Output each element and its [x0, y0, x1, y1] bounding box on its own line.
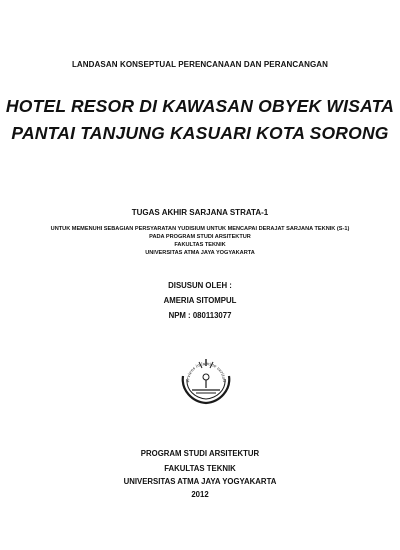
prepared-by-label: DISUSUN OLEH : — [168, 281, 232, 290]
student-id: NPM : 080113077 — [168, 311, 232, 320]
footer-program: PROGRAM STUDI ARSITEKTUR — [140, 449, 260, 458]
thesis-type: TUGAS AKHIR SARJANA STRATA-1 — [131, 208, 269, 217]
footer-year: 2012 — [191, 490, 209, 499]
document-header: LANDASAN KONSEPTUAL PERENCANAAN DAN PERANCANGAN — [71, 60, 329, 69]
purpose-line-1: UNTUK MEMENUHI SEBAGIAN PERSYARATAN YUDISIUM UNTUK MENCAPAI DERAJAT SARJANA TEKNIK (S-1) — [50, 226, 350, 232]
footer-faculty: FAKULTAS TEKNIK — [164, 464, 236, 473]
footer-university: UNIVERSITAS ATMA JAYA YOGYAKARTA — [123, 477, 277, 486]
purpose-line-2: PADA PROGRAM STUDI ARSITEKTUR — [149, 234, 251, 240]
university-logo — [178, 352, 234, 408]
author-name: AMERIA SITOMPUL — [163, 296, 237, 305]
purpose-line-3: FAKULTAS TEKNIK — [174, 242, 226, 248]
title-line-1: HOTEL RESOR DI KAWASAN OBYEK WISATA — [5, 96, 395, 116]
title-line-2: PANTAI TANJUNG KASUARI KOTA SORONG — [11, 123, 389, 143]
purpose-line-4: UNIVERSITAS ATMA JAYA YOGYAKARTA — [145, 250, 255, 256]
logo-motto: erviens in lumine veritati — [184, 360, 228, 383]
